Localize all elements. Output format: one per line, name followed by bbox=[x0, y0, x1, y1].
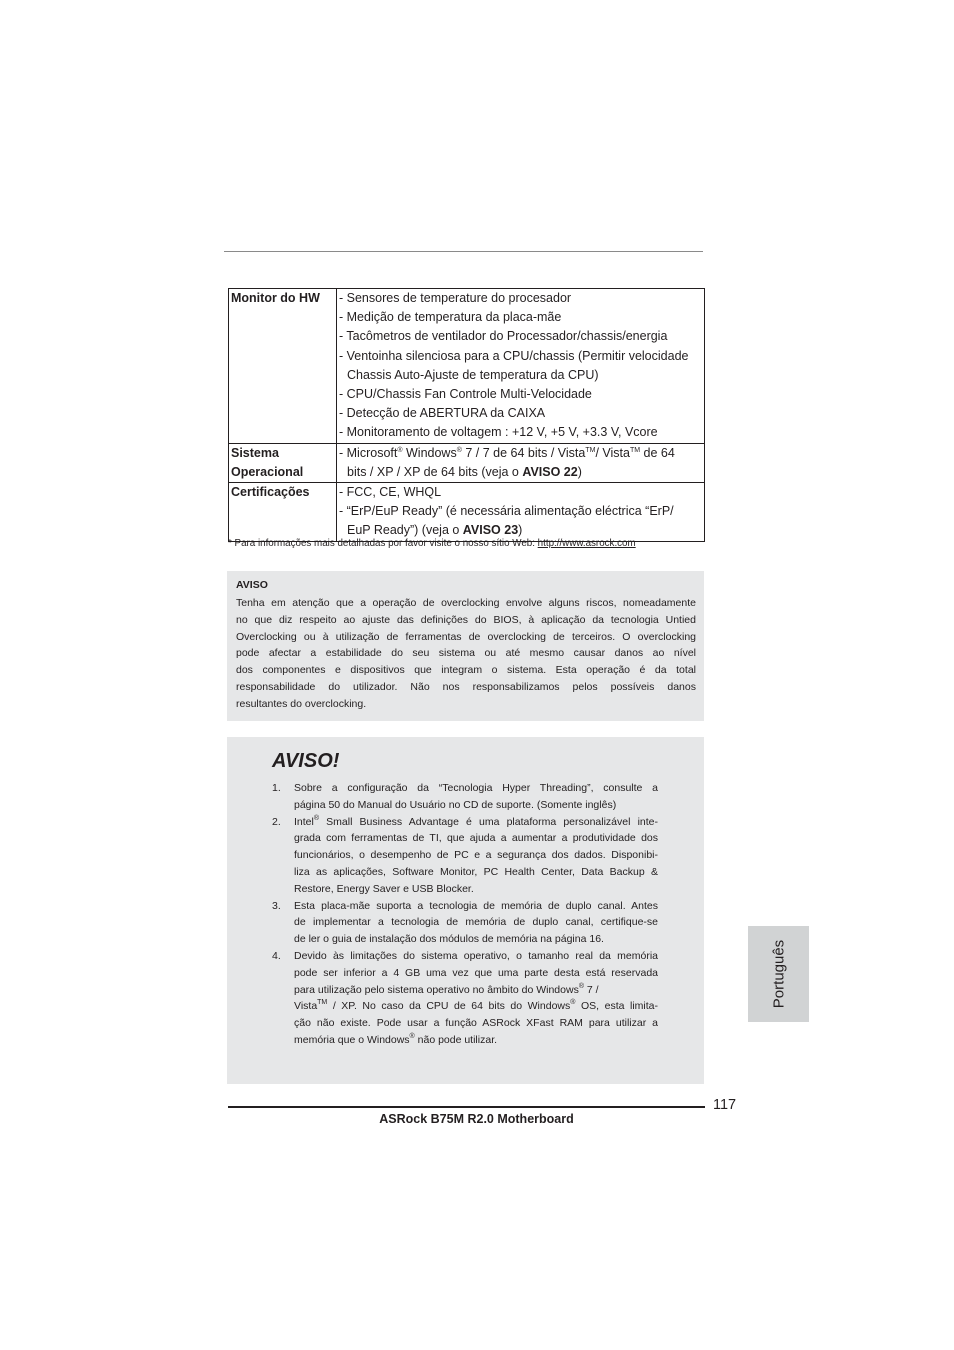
asrock-website-link[interactable]: http://www.asrock.com bbox=[537, 538, 636, 549]
os-label-line1: Sistema bbox=[231, 445, 279, 460]
table-row-hw-monitor bbox=[229, 289, 705, 444]
list-item: EuP Ready”) (veja o AVISO 23) bbox=[347, 523, 523, 538]
bottom-rule bbox=[228, 1106, 705, 1108]
certifications-value bbox=[337, 483, 705, 542]
list-item: - Detecção de ABERTURA da CAIXA bbox=[339, 406, 546, 421]
table-row-os bbox=[229, 443, 705, 482]
certifications-label: Certificações bbox=[229, 483, 337, 542]
notes-box bbox=[227, 737, 704, 1084]
list-item: - Sensores de temperature do procesador bbox=[339, 291, 572, 305]
hw-monitor-label: Monitor do HW bbox=[229, 289, 337, 444]
footnote-text: * Para informações mais detalhadas por favor visite o nosso sítio Web: bbox=[228, 538, 538, 549]
list-item: - Monitoramento de voltagem : +12 V, +5 V, +3.3 V, Vcore bbox=[339, 425, 658, 440]
notes-list bbox=[272, 780, 658, 1049]
overclocking-warning-box bbox=[227, 571, 704, 721]
list-item: - Tacômetros de ventilador do Processador/chassis/energia bbox=[339, 329, 668, 344]
os-value bbox=[337, 443, 705, 482]
language-tab bbox=[748, 926, 809, 1022]
note-4: 4. Devido às limitações do sistema operativo, o tamanho real da memória pode ser inferior a 4 GB uma vez que uma parte desta está reservada para utilização pelo sistema operativo no âmbito do Windows® 7 / Vista™ / XP. No caso da CPU de 64 bits do Windows® OS, esta limita- ção não existe. Pode usar a função ASRock XFast RAM para utilizar a memória que o Windows® não pode utilizar. bbox=[272, 949, 659, 1046]
warning-body: Tenha em atenção que a operação de overclocking envolve alguns riscos, nomeadamente no que diz respeito ao ajuste das definições do BIOS, à aplicação da tecnologia Untied Overclocking ou à utilização de ferramentas de overclocking de terceiros. O overclocking pode afectar a estabilidade do seu sistema ou até mesmo causar danos ao nível dos componentes e dispositivos que integram o sistema. Esta operação é da total responsabilidade do utilizador. Não nos responsabilizamos pelos possíveis danos resultantes do overclocking. bbox=[236, 597, 696, 710]
os-line-2: bits / XP / XP de 64 bits (veja o AVISO 22) bbox=[347, 464, 582, 479]
language-tab-label: Português bbox=[770, 939, 787, 1009]
list-item: - CPU/Chassis Fan Controle Multi-Velocidade bbox=[339, 387, 592, 402]
list-item: - Ventoinha silenciosa para a CPU/chassis (Permitir velocidade bbox=[339, 348, 689, 363]
spec-table bbox=[228, 288, 705, 542]
note-3: 3. Esta placa-mãe suporta a tecnologia de memória de duplo canal. Antes de implementar a tecnologia de memória de duplo canal, certifique-se de ler o guia de instalação dos módulos de memória na página 16. bbox=[272, 899, 658, 946]
os-label-line2: Operacional bbox=[231, 464, 304, 479]
list-item: - “ErP/EuP Ready” (é necessária alimentação eléctrica “ErP/ bbox=[339, 504, 674, 519]
os-line-1: - Microsoft® Windows® 7 / 7 de 64 bits / Vista™/ Vista™ de 64 bbox=[339, 445, 675, 460]
warning-title: AVISO bbox=[236, 579, 268, 591]
list-item: Chassis Auto-Ajuste de temperatura da CPU) bbox=[347, 367, 599, 382]
footnote bbox=[228, 538, 636, 549]
note-2: 2. Intel® Small Business Advantage é uma plataforma personalizável inte- grada com ferramentas de TI, que ajuda a aumentar a produtividade dos funcionários, o desempenho de PC e a segurança dos dados. Disponibi- liza as aplicações, Software Monitor, PC Health Center, Data Backup & Restore, Energy Saver e USB Blocker. bbox=[272, 814, 658, 895]
notes-title: AVISO! bbox=[272, 750, 340, 772]
table-row-certifications bbox=[229, 483, 705, 542]
hw-monitor-value bbox=[337, 289, 705, 444]
os-label bbox=[229, 443, 337, 482]
list-item: - Medição de temperatura da placa-mãe bbox=[339, 310, 562, 325]
footer-title: ASRock B75M R2.0 Motherboard bbox=[379, 1112, 574, 1126]
page-number: 117 bbox=[713, 1097, 737, 1113]
top-rule bbox=[224, 251, 703, 252]
list-item: - FCC, CE, WHQL bbox=[339, 485, 442, 500]
note-1: 1. Sobre a configuração da “Tecnologia Hyper Threading”, consulte a página 50 do Manual do Usuário no CD de suporte. (Somente inglês) bbox=[272, 782, 658, 811]
